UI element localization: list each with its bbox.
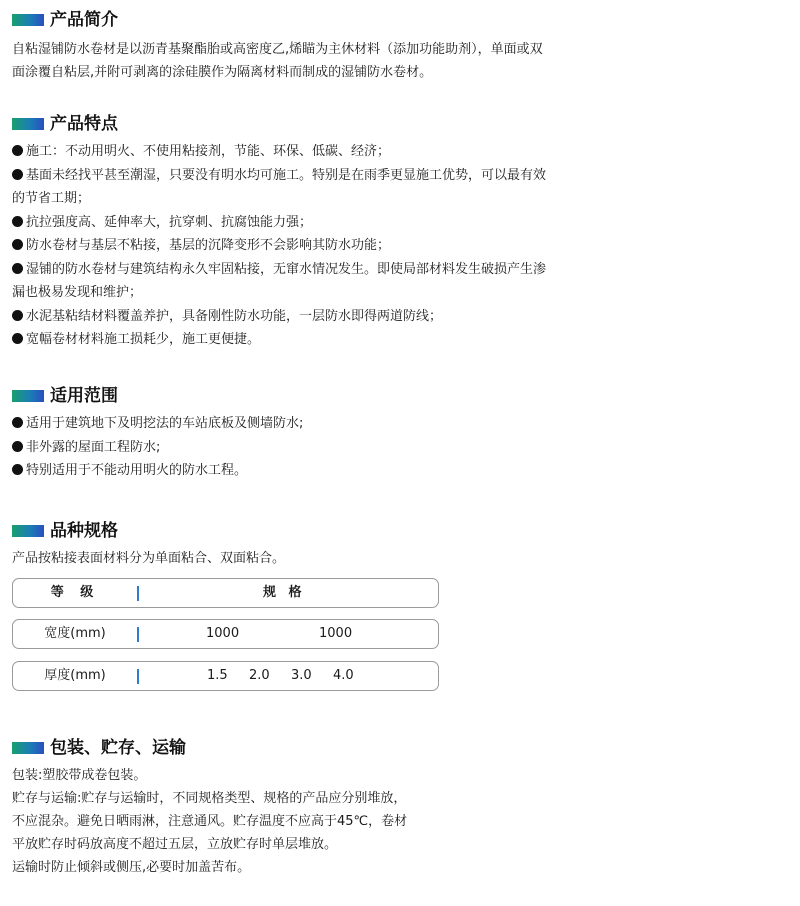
list-item: 防水卷材与基层不粘接，基层的沉降变形不会影响其防水功能； — [12, 234, 552, 258]
heading-bar-icon — [12, 742, 44, 754]
spec-grade-label: 等 级 — [50, 585, 100, 600]
spec-thickness-value: 1.5 — [207, 668, 228, 683]
specs-section — [12, 519, 782, 570]
bullet-icon — [12, 169, 23, 180]
bullet-icon — [12, 216, 23, 227]
bullet-icon — [12, 464, 23, 475]
spec-header-value: 规 格 — [263, 585, 306, 600]
list-item: 水泥基粘结材料覆盖养护，具备刚性防水功能，一层防水即得两道防线； — [12, 305, 552, 329]
bullet-icon — [12, 333, 23, 344]
storage-line: 包装:塑胶带成卷包装。 — [12, 768, 147, 783]
spec-width-row — [12, 619, 439, 649]
scope-list — [12, 412, 782, 483]
spec-header-row — [12, 578, 439, 608]
scope-title: 适用范围 — [50, 386, 118, 406]
spec-width-label: 宽度(mm) — [44, 626, 106, 641]
storage-title: 包装、贮存、运输 — [50, 738, 186, 758]
list-item: 宽幅卷材材料施工损耗少，施工更便捷。 — [12, 328, 552, 352]
features-list — [12, 140, 552, 352]
list-item: 适用于建筑地下及明挖法的车站底板及侧墙防水; — [12, 412, 782, 436]
storage-heading — [12, 736, 782, 762]
bullet-icon — [12, 310, 23, 321]
heading-bar-icon — [12, 14, 44, 26]
bullet-icon — [12, 263, 23, 274]
spec-thickness-label: 厚度(mm) — [44, 668, 106, 683]
features-title: 产品特点 — [50, 114, 118, 134]
heading-bar-icon — [12, 118, 44, 130]
specs-title: 品种规格 — [50, 521, 118, 541]
scope-heading — [12, 384, 782, 410]
heading-bar-icon — [12, 525, 44, 537]
spec-thickness-value: 4.0 — [333, 668, 354, 683]
spec-thickness-value: 2.0 — [249, 668, 270, 683]
list-item: 施工：不动用明火、不使用粘接剂，节能、环保、低碳、经济； — [12, 140, 552, 164]
bullet-icon — [12, 145, 23, 156]
spec-separator — [137, 627, 139, 642]
scope-section — [12, 384, 782, 483]
spec-width-value: 1000 — [319, 626, 353, 641]
storage-section — [12, 736, 782, 879]
heading-bar-icon — [12, 390, 44, 402]
spec-separator — [137, 586, 139, 601]
intro-heading — [12, 8, 782, 34]
storage-line: 平放贮存时码放高度不超过五层，立放贮存时单层堆放。 — [12, 837, 338, 852]
features-section — [12, 112, 782, 352]
list-item: 湿铺的防水卷材与建筑结构永久牢固粘接，无窜水情况发生。即使局部材料发生破损产生渗漏也极易发现和维护； — [12, 261, 547, 300]
list-item: 非外露的屋面工程防水; — [12, 436, 782, 460]
bullet-icon — [12, 441, 23, 452]
intro-section — [12, 8, 782, 84]
list-item: 抗拉强度高、延伸率大，抗穿刺、抗腐蚀能力强； — [12, 211, 552, 235]
specs-intro: 产品按粘接表面材料分为单面粘合、双面粘合。 — [12, 551, 286, 566]
list-item: 特别适用于不能动用明火的防水工程。 — [12, 459, 782, 483]
storage-line: 运输时防止倾斜或侧压,必要时加盖苦布。 — [12, 860, 251, 875]
storage-text — [12, 764, 782, 879]
intro-text: 自粘湿铺防水卷材是以沥青基聚酯胎或高密度乙,烯瞄为主休材料（添加功能助剂），单面或双面涂覆自粘层,并附可剥离的涂硅膜作为隔离材料而制成的湿铺防水卷材。 — [12, 42, 543, 80]
spec-separator — [137, 669, 139, 684]
list-item: 基面未经找平甚至潮湿，只要没有明水均可施工。特别是在雨季更显施工优势，可以最有效的节省工期； — [12, 167, 547, 206]
features-heading — [12, 112, 782, 138]
bullet-icon — [12, 417, 23, 428]
intro-title: 产品简介 — [50, 10, 118, 30]
storage-line: 贮存与运输:贮存与运输时，不同规格类型、规格的产品应分别堆放， — [12, 791, 407, 806]
spec-width-value: 1000 — [206, 626, 240, 641]
spec-thickness-row — [12, 661, 439, 691]
specs-heading — [12, 519, 782, 545]
bullet-icon — [12, 239, 23, 250]
spec-thickness-value: 3.0 — [291, 668, 312, 683]
storage-line: 不应混杂。避免日晒雨淋，注意通风。贮存温度不应高于45℃，卷材 — [12, 814, 408, 829]
